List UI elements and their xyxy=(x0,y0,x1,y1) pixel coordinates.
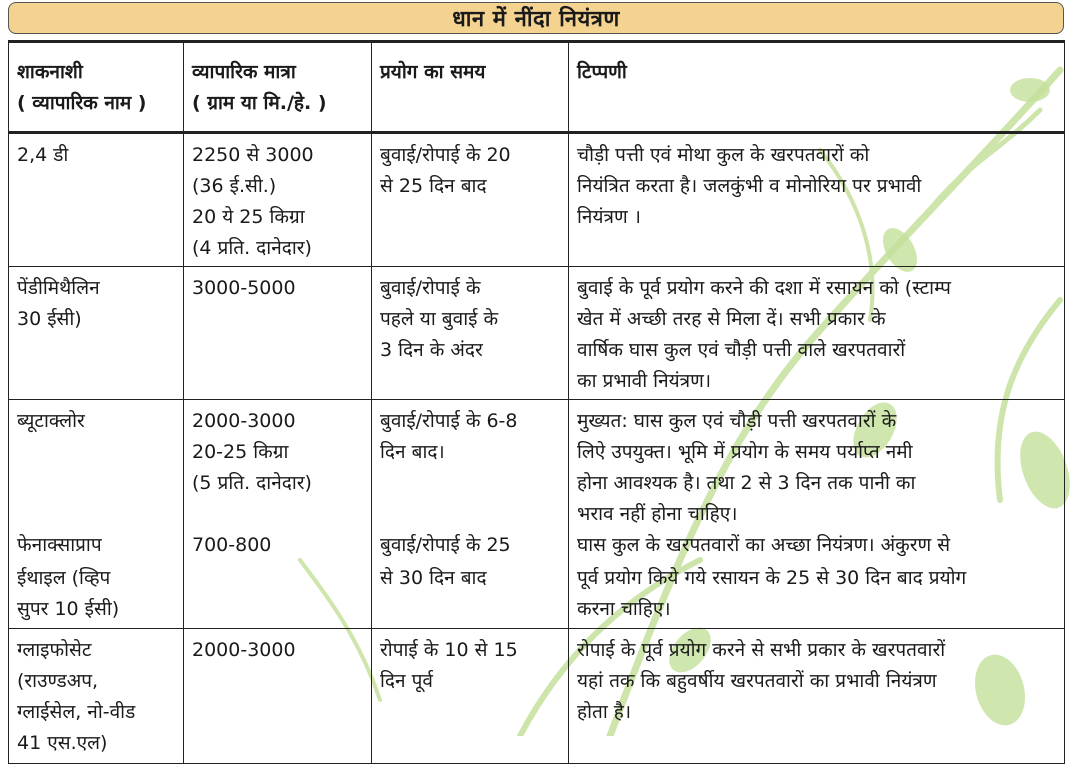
header-herbicide: शाकनाशी ( व्यापारिक नाम ) xyxy=(9,42,184,133)
cell-timing: बुवाई/रोपाई के पहले या बुवाई के 3 दिन के अंदर xyxy=(372,267,569,400)
table-row xyxy=(9,628,1065,763)
header-remark: टिप्पणी xyxy=(569,42,1065,133)
cell-herbicide: ईथाइल (व्हिप सुपर 10 ईसी) xyxy=(9,563,184,628)
table-title-band xyxy=(8,2,1064,34)
table-row xyxy=(9,267,1065,400)
cell-dose xyxy=(184,563,372,628)
table-row xyxy=(9,563,1065,628)
header-row xyxy=(9,42,1065,133)
cell-dose: 3000-5000 xyxy=(184,267,372,400)
cell-herbicide: ब्यूटाक्लोर फेनाक्साप्राप xyxy=(9,400,184,564)
cell-herbicide: पेंडीमिथैलिन 30 ईसी) xyxy=(9,267,184,400)
header-dose: व्यापारिक मात्रा ( ग्राम या मि./हे. ) xyxy=(184,42,372,133)
cell-timing: बुवाई/रोपाई के 20 से 25 दिन बाद xyxy=(372,133,569,267)
cell-remark: रोपाई के पूर्व प्रयोग करने से सभी प्रकार के खरपतवारों यहां तक कि बहुवर्षीय खरपतवारों का प्रभावी नियंत्रण होता है। xyxy=(569,628,1065,763)
table-row xyxy=(9,400,1065,564)
cell-timing: से 30 दिन बाद xyxy=(372,563,569,628)
cell-herbicide: ग्लाइफोसेट (राउण्डअप, ग्लाईसेल, नो-वीड 41 एस.एल) xyxy=(9,628,184,763)
table-row xyxy=(9,133,1065,267)
cell-herbicide: 2,4 डी xyxy=(9,133,184,267)
cell-remark: मुख्यत: घास कुल एवं चौड़ी पत्ती खरपतवारों के लिऐ उपयुक्त। भूमि में प्रयोग के समय पर्याप्त नमी होना आवश्यक है। तथा 2 से 3 दिन तक पानी का भराव नहीं होना चाहिए। घास कुल के खरपतवारों का अच्छा नियंत्रण। अंकुरण से xyxy=(569,400,1065,564)
cell-remark: बुवाई के पूर्व प्रयोग करने की दशा में रसायन को (स्टाम्प खेत में अच्छी तरह से मिला दें। सभी प्रकार के वार्षिक घास कुल एवं चौड़ी पत्ती वाले खरपतवारों का प्रभावी नियंत्रण। xyxy=(569,267,1065,400)
cell-timing: रोपाई के 10 से 15 दिन पूर्व xyxy=(372,628,569,763)
weed-control-table xyxy=(8,40,1065,764)
cell-dose: 2000-3000 20-25 किग्रा (5 प्रति. दानेदार) 700-800 xyxy=(184,400,372,564)
cell-timing: बुवाई/रोपाई के 6-8 दिन बाद। बुवाई/रोपाई के 25 xyxy=(372,400,569,564)
cell-remark: चौड़ी पत्ती एवं मोथा कुल के खरपतवारों को नियंत्रित करता है। जलकुंभी व मोनोरिया पर प्रभावी नियंत्रण । xyxy=(569,133,1065,267)
cell-dose: 2000-3000 xyxy=(184,628,372,763)
cell-remark: पूर्व प्रयोग किये गये रसायन के 25 से 30 दिन बाद प्रयोग करना चाहिए। xyxy=(569,563,1065,628)
header-timing: प्रयोग का समय xyxy=(372,42,569,133)
table-title: धान में नींदा नियंत्रण xyxy=(452,7,620,32)
cell-dose: 2250 से 3000 (36 ई.सी.) 20 ये 25 किग्रा (4 प्रति. दानेदार) xyxy=(184,133,372,267)
